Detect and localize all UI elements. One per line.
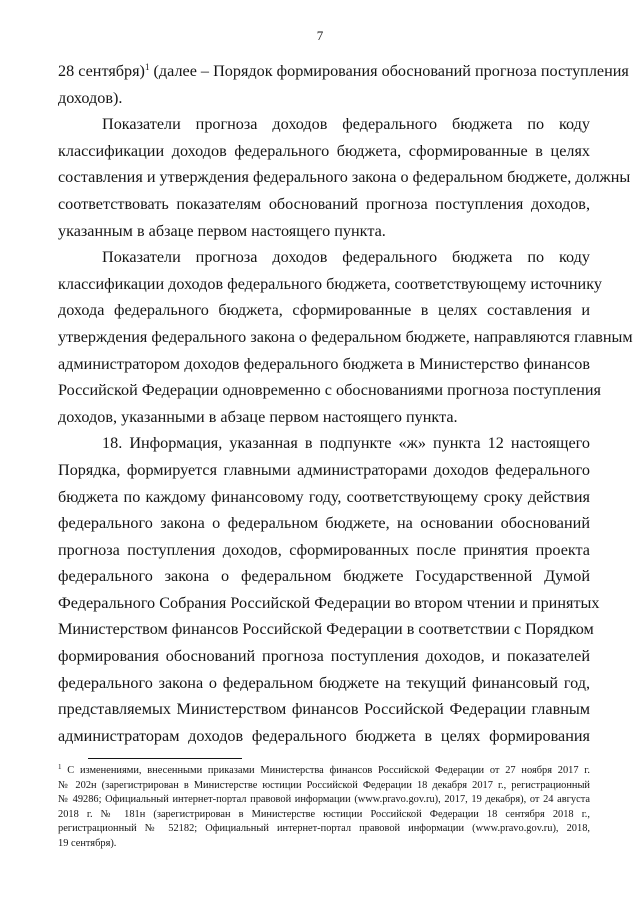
text-line: соответствовать показателям обоснований прогноза поступления доходов,	[58, 194, 590, 213]
text-line: 28 сентября)$^1$ (далее – Порядок формирования обоснований прогноза поступления	[58, 62, 629, 80]
text-line: федерального закона о федеральном бюджете, на основании обоснований	[58, 514, 590, 533]
text-line: прогноза поступления доходов, сформированных после принятия проекта	[58, 540, 590, 559]
text-line: Порядка, формируется главными администраторами доходов федерального	[58, 460, 590, 479]
paragraph-continuation	[58, 58, 629, 111]
footnote-marker: 1	[58, 763, 62, 771]
text-line: составления и утверждения федерального закона о федеральном бюджете, должны	[58, 168, 631, 187]
footnote	[58, 764, 590, 852]
text-line: федерального закона о федеральном бюджете Государственной Думой	[58, 567, 590, 586]
text-line: Российской Федерации одновременно с обоснованиями прогноза поступления	[58, 381, 601, 400]
footnote-reference[interactable]: 1	[144, 62, 150, 72]
text-line: утверждения федерального закона о федеральном бюджете, направляются главным	[58, 327, 633, 346]
body-text	[58, 58, 633, 749]
text-line: доходов).	[58, 88, 123, 107]
text-line: указанным в абзаце первом настоящего пункта.	[58, 221, 386, 240]
footnote-line: 19 сентября).	[58, 837, 117, 849]
text-line: федерального закона о федеральном бюджете на текущий финансовый год,	[58, 673, 590, 692]
footnote-line: регистрационный № 52182; Официальный интернет-портал правовой информации (www.pravo.gov.ru), 2018,	[58, 823, 590, 835]
page-number: 7	[316, 28, 324, 43]
text-line: формирования обоснований прогноза поступления доходов, и показателей	[58, 647, 590, 666]
text-line: администратором доходов федерального бюджета в Министерство финансов	[58, 354, 590, 373]
text-line: бюджета по каждому финансовому году, соответствующему сроку действия	[58, 487, 590, 506]
paragraph	[58, 244, 633, 430]
text-line: Федерального Собрания Российской Федерации во втором чтении и принятых	[58, 593, 600, 612]
text-line: 18. Информация, указанная в подпункте «ж» пункта 12 настоящего	[102, 434, 590, 453]
text-line: администраторам доходов федерального бюджета в целях формирования	[58, 726, 590, 745]
text-line: дохода федерального бюджета, сформированные в целях составления и	[58, 301, 590, 320]
footnote-line: 2018 г. № 181н (зарегистрирован в Министерстве юстиции Российской Федерации 18 сентября 2018 г.,	[58, 808, 590, 820]
footnote-separator	[88, 758, 242, 759]
footnote-line: № 49286; Официальный интернет-портал правовой информации (www.pravo.gov.ru), 2017, 19 декабря), от 24 августа	[58, 794, 590, 806]
paragraph-item-18	[58, 430, 600, 749]
text-line: Показатели прогноза доходов федерального бюджета по коду	[102, 248, 590, 267]
footnote-line: № 202н (зарегистрирован в Министерстве юстиции Российской Федерации 18 декабря 2017 г., регистрационный	[58, 779, 590, 791]
text-line: Министерством финансов Российской Федерации в соответствии с Порядком	[58, 620, 594, 639]
text-line: представляемых Министерством финансов Российской Федерации главным	[58, 700, 590, 719]
text-line: классификации доходов федерального бюджета, соответствующему источнику	[58, 274, 602, 293]
text-line: доходов, указанными в абзаце первом настоящего пункта.	[58, 407, 458, 426]
paragraph	[58, 111, 631, 244]
footnote-line: $^1$ С изменениями, внесенными приказами Министерства финансов Российской Федерации от 27 ноября 2017 г.	[58, 763, 590, 776]
text-line: Показатели прогноза доходов федерального бюджета по коду	[102, 115, 590, 134]
text-line: классификации доходов федерального бюджета, сформированные в целях	[58, 141, 590, 160]
